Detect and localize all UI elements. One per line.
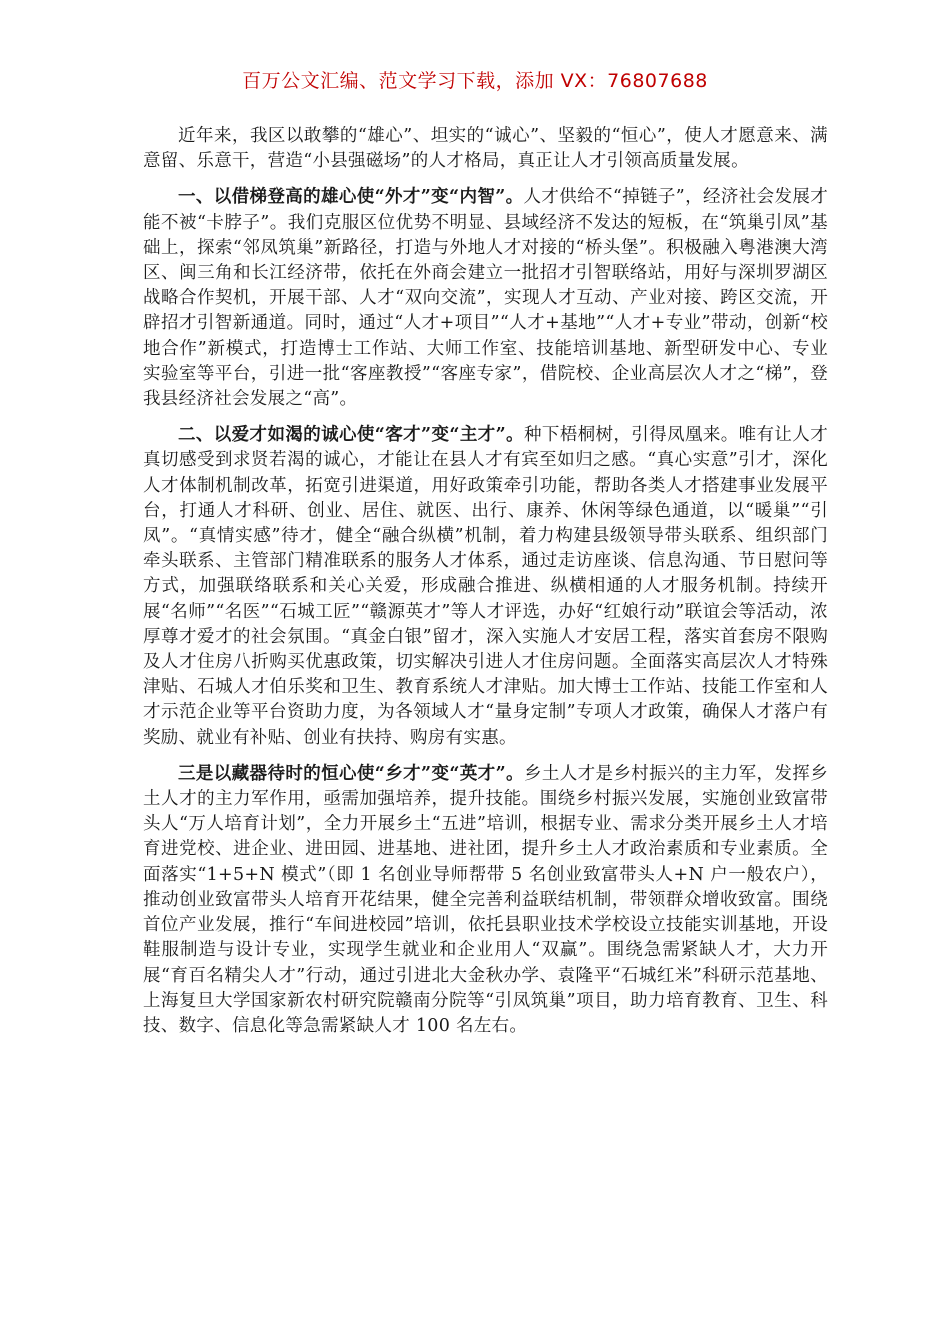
section-heading-1: 一、以借梯登高的雄心使“外才”变“内智”。 xyxy=(178,187,524,208)
section-paragraph-2 xyxy=(143,423,828,751)
document-body xyxy=(143,124,828,1050)
section-text-1: 人才供给不“掉链子”，经济社会发展才能不被“卡脖子”。我们克服区位优势不明显、县域经济不发达的短板，在“筑巢引凤”基础上，探索“邻凤筑巢”新路径，打造与外地人才对接的“桥头堡”。积极融入粤港澳大湾区、闽三角和长江经济带，依托在外商会建立一批招才引智联络站，用好与深圳罗湖区战略合作契机，开展干部、人才“双向交流”，实现人才互动、产业对接、跨区交流，开辟招才引智新通道。同时，通过“人才+项目”“人才+基地”“人才+专业”带动，创新“校地合作”新模式，打造博士工作站、大师工作室、技能培训基地、新型研发中心、专业实验室等平台，引进一批“客座教授”“客座专家”，借院校、企业高层次人才之“梯”，登我县经济社会发展之“高”。 xyxy=(143,187,829,410)
section-text-2: 种下梧桐树，引得凤凰来。唯有让人才真切感受到求贤若渴的诚心，才能让在县人才有宾至如归之感。“真心实意”引才，深化人才体制机制改革，拓宽引进渠道，用好政策牵引功能，帮助各类人才搭建事业发展平台，打通人才科研、创业、居住、就医、出行、康养、休闲等绿色通道，以“暖巢”“引凤”。“真情实感”待才，健全“融合纵横”机制，着力构建县级领导带头联系、组织部门牵头联系、主管部门精准联系的服务人才体系，通过走访座谈、信息沟通、节日慰问等方式，加强联络联系和关心关爱，形成融合推进、纵横相通的人才服务机制。持续开展“名师”“名医”“石城工匠”“赣源英才”等人才评选，办好“红娘行动”联谊会等活动，浓厚尊才爱才的社会氛围。“真金白银”留才，深入实施人才安居工程，落实首套房不限购及人才住房八折购买优惠政策，切实解决引进人才住房问题。全面落实高层次人才特殊津贴、石城人才伯乐奖和卫生、教育系统人才津贴。加大博士工作站、技能工作室和人才示范企业等平台资助力度，为各领域人才“量身定制”专项人才政策，确保人才落户有奖励、就业有补贴、创业有扶持、购房有实惠。 xyxy=(143,425,828,748)
section-paragraph-1 xyxy=(143,185,828,412)
section-heading-3: 三是以藏器待时的恒心使“乡才”变“英才”。 xyxy=(178,763,524,784)
intro-paragraph: 近年来，我区以敢攀的“雄心”、坦实的“诚心”、坚毅的“恒心”，使人才愿意来、满意留、乐意干，营造“小县强磁场”的人才格局，真正让人才引领高质量发展。 xyxy=(143,126,828,172)
section-text-3: 乡土人才是乡村振兴的主力军，发挥乡土人才的主力军作用，亟需加强培养，提升技能。围绕乡村振兴发展，实施创业致富带头人“万人培育计划”，全力开展乡土“五进”培训，根据专业、需求分类开展乡土人才培育进党校、进企业、进田园、进基地、进社团，提升乡土人才政治素质和专业素质。全面落实“1+5+N 模式”（即 1 名创业导师帮带 5 名创业致富带头人+N 户一般农户），推动创业致富带头人培育开花结果，健全完善利益联结机制，带领群众增收致富。围绕首位产业发展，推行“车间进校园”培训，依托县职业技术学校设立技能实训基地，开设鞋服制造与设计专业，实现学生就业和企业用人“双赢”。围绕急需紧缺人才，大力开展“育百名精尖人才”行动，通过引进北大金秋办学、袁隆平“石城红米”科研示范基地、上海复旦大学国家新农村研究院赣南分院等“引凤筑巢”项目，助力培育教育、卫生、科技、数字、信息化等急需紧缺人才 100 名左右。 xyxy=(143,763,828,1036)
section-heading-2: 二、以爱才如渴的诚心使“客才”变“主才”。 xyxy=(178,425,524,446)
header-banner: 百万公文汇编、范文学习下载，添加 VX：76807688 xyxy=(242,70,708,92)
section-paragraph-3 xyxy=(143,762,828,1039)
